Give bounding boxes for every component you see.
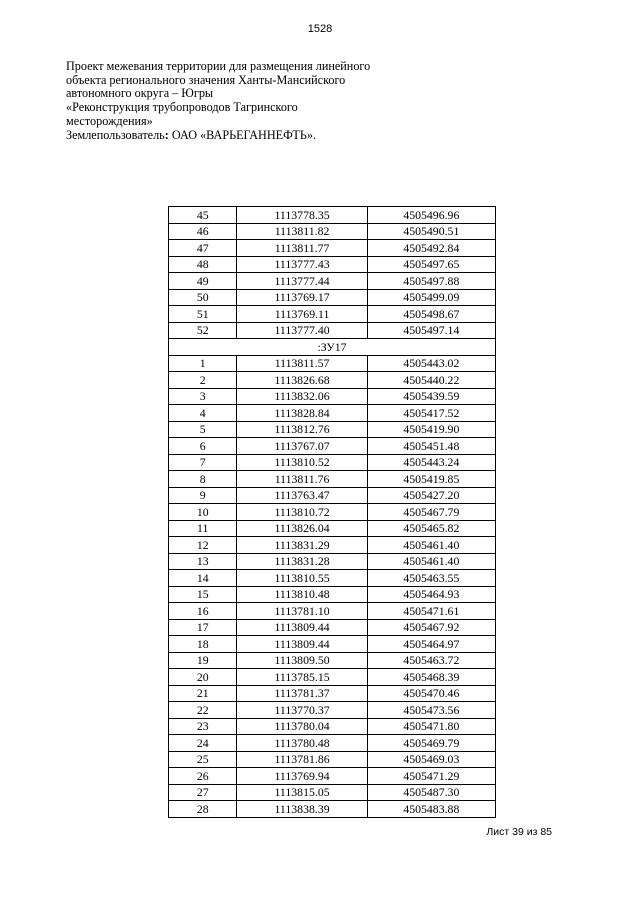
table-row <box>169 570 496 587</box>
point-number-cell: 9 <box>169 487 237 504</box>
point-number-cell: 24 <box>169 735 237 752</box>
x-coordinate-cell: 1113810.52 <box>237 454 367 471</box>
point-number-cell: 51 <box>169 306 237 323</box>
x-coordinate-cell: 1113777.43 <box>237 256 367 273</box>
x-coordinate-cell: 1113770.37 <box>237 702 367 719</box>
y-coordinate-cell: 4505470.46 <box>367 685 495 702</box>
table-row <box>169 388 496 405</box>
point-number-cell: 22 <box>169 702 237 719</box>
x-coordinate-cell: 1113810.55 <box>237 570 367 587</box>
x-coordinate-cell: 1113778.35 <box>237 207 367 224</box>
x-coordinate-cell: 1113831.28 <box>237 553 367 570</box>
x-coordinate-cell: 1113826.68 <box>237 372 367 389</box>
point-number-cell: 3 <box>169 388 237 405</box>
x-coordinate-cell: 1113781.86 <box>237 751 367 768</box>
point-number-cell: 28 <box>169 801 237 818</box>
y-coordinate-cell: 4505471.80 <box>367 718 495 735</box>
x-coordinate-cell: 1113781.37 <box>237 685 367 702</box>
table-row <box>169 553 496 570</box>
x-coordinate-cell: 1113769.17 <box>237 289 367 306</box>
y-coordinate-cell: 4505461.40 <box>367 553 495 570</box>
x-coordinate-cell: 1113838.39 <box>237 801 367 818</box>
y-coordinate-cell: 4505419.90 <box>367 421 495 438</box>
coordinates-rows-before <box>169 207 496 339</box>
table-row <box>169 471 496 488</box>
coordinates-rows-after <box>169 355 496 817</box>
y-coordinate-cell: 4505473.56 <box>367 702 495 719</box>
point-number-cell: 27 <box>169 784 237 801</box>
project-title-line-4: «Реконструкция трубопроводов Тагринского <box>66 100 298 115</box>
point-number-cell: 26 <box>169 768 237 785</box>
x-coordinate-cell: 1113832.06 <box>237 388 367 405</box>
x-coordinate-cell: 1113812.76 <box>237 421 367 438</box>
point-number-cell: 45 <box>169 207 237 224</box>
point-number-cell: 18 <box>169 636 237 653</box>
x-coordinate-cell: 1113781.10 <box>237 603 367 620</box>
x-coordinate-cell: 1113809.50 <box>237 652 367 669</box>
table-row <box>169 273 496 290</box>
table-row <box>169 256 496 273</box>
y-coordinate-cell: 4505467.92 <box>367 619 495 636</box>
y-coordinate-cell: 4505469.79 <box>367 735 495 752</box>
x-coordinate-cell: 1113809.44 <box>237 636 367 653</box>
table-row <box>169 223 496 240</box>
y-coordinate-cell: 4505487.30 <box>367 784 495 801</box>
table-row <box>169 768 496 785</box>
table-row <box>169 405 496 422</box>
table-row <box>169 685 496 702</box>
project-title-line-5: месторождения» <box>66 113 153 128</box>
project-title-line-1: Проект межевания территории для размещения линейного <box>66 59 371 73</box>
document-header <box>66 60 386 142</box>
table-row <box>169 306 496 323</box>
y-coordinate-cell: 4505463.72 <box>367 652 495 669</box>
section-row <box>169 339 496 356</box>
point-number-cell: 11 <box>169 520 237 537</box>
point-number-cell: 6 <box>169 438 237 455</box>
point-number-cell: 46 <box>169 223 237 240</box>
y-coordinate-cell: 4505451.48 <box>367 438 495 455</box>
project-title-line-3: автономного округа – Югры <box>66 86 214 101</box>
y-coordinate-cell: 4505468.39 <box>367 669 495 686</box>
x-coordinate-cell: 1113811.57 <box>237 355 367 372</box>
point-number-cell: 12 <box>169 537 237 554</box>
table-row <box>169 669 496 686</box>
x-coordinate-cell: 1113810.48 <box>237 586 367 603</box>
y-coordinate-cell: 4505497.65 <box>367 256 495 273</box>
section-row-group <box>169 339 496 356</box>
y-coordinate-cell: 4505443.24 <box>367 454 495 471</box>
x-coordinate-cell: 1113780.48 <box>237 735 367 752</box>
x-coordinate-cell: 1113763.47 <box>237 487 367 504</box>
table-row <box>169 421 496 438</box>
x-coordinate-cell: 1113810.72 <box>237 504 367 521</box>
x-coordinate-cell: 1113826.04 <box>237 520 367 537</box>
project-title-line-2: объекта регионального значения Ханты-Мансийского <box>66 72 346 87</box>
table-row <box>169 619 496 636</box>
point-number-cell: 48 <box>169 256 237 273</box>
point-number-cell: 14 <box>169 570 237 587</box>
point-number-cell: 1 <box>169 355 237 372</box>
y-coordinate-cell: 4505427.20 <box>367 487 495 504</box>
sheet-counter: Лист 39 из 85 <box>486 826 552 838</box>
table-row <box>169 504 496 521</box>
coordinates-table <box>168 206 496 818</box>
table-row <box>169 372 496 389</box>
point-number-cell: 20 <box>169 669 237 686</box>
land-user-colon: : <box>164 127 169 142</box>
y-coordinate-cell: 4505490.51 <box>367 223 495 240</box>
table-row <box>169 537 496 554</box>
y-coordinate-cell: 4505440.22 <box>367 372 495 389</box>
land-user-line <box>66 129 386 143</box>
x-coordinate-cell: 1113811.77 <box>237 240 367 257</box>
y-coordinate-cell: 4505497.14 <box>367 322 495 339</box>
table-row <box>169 784 496 801</box>
table-row <box>169 702 496 719</box>
point-number-cell: 17 <box>169 619 237 636</box>
y-coordinate-cell: 4505469.03 <box>367 751 495 768</box>
point-number-cell: 52 <box>169 322 237 339</box>
point-number-cell: 25 <box>169 751 237 768</box>
y-coordinate-cell: 4505443.02 <box>367 355 495 372</box>
y-coordinate-cell: 4505461.40 <box>367 537 495 554</box>
y-coordinate-cell: 4505464.97 <box>367 636 495 653</box>
point-number-cell: 49 <box>169 273 237 290</box>
x-coordinate-cell: 1113767.07 <box>237 438 367 455</box>
point-number-cell: 23 <box>169 718 237 735</box>
land-user-value: ОАО «ВАРЬЕГАННЕФТЬ». <box>168 127 317 142</box>
point-number-cell: 2 <box>169 372 237 389</box>
table-row <box>169 586 496 603</box>
y-coordinate-cell: 4505497.88 <box>367 273 495 290</box>
point-number-cell: 4 <box>169 405 237 422</box>
table-row <box>169 751 496 768</box>
y-coordinate-cell: 4505499.09 <box>367 289 495 306</box>
y-coordinate-cell: 4505498.67 <box>367 306 495 323</box>
point-number-cell: 8 <box>169 471 237 488</box>
y-coordinate-cell: 4505471.61 <box>367 603 495 620</box>
y-coordinate-cell: 4505464.93 <box>367 586 495 603</box>
point-number-cell: 7 <box>169 454 237 471</box>
x-coordinate-cell: 1113809.44 <box>237 619 367 636</box>
point-number-cell: 16 <box>169 603 237 620</box>
y-coordinate-cell: 4505492.84 <box>367 240 495 257</box>
x-coordinate-cell: 1113785.15 <box>237 669 367 686</box>
table-row <box>169 801 496 818</box>
point-number-cell: 10 <box>169 504 237 521</box>
table-row <box>169 289 496 306</box>
table-row <box>169 322 496 339</box>
x-coordinate-cell: 1113777.44 <box>237 273 367 290</box>
x-coordinate-cell: 1113769.11 <box>237 306 367 323</box>
x-coordinate-cell: 1113811.82 <box>237 223 367 240</box>
table-row <box>169 454 496 471</box>
point-number-cell: 5 <box>169 421 237 438</box>
y-coordinate-cell: 4505471.29 <box>367 768 495 785</box>
x-coordinate-cell: 1113811.76 <box>237 471 367 488</box>
y-coordinate-cell: 4505483.88 <box>367 801 495 818</box>
y-coordinate-cell: 4505439.59 <box>367 388 495 405</box>
table-row <box>169 520 496 537</box>
page-number: 1528 <box>307 23 333 35</box>
table-row <box>169 487 496 504</box>
table-row <box>169 603 496 620</box>
land-user-label: Землепользователь <box>66 127 165 142</box>
table-row <box>169 735 496 752</box>
table-row <box>169 207 496 224</box>
table-row <box>169 718 496 735</box>
x-coordinate-cell: 1113777.40 <box>237 322 367 339</box>
x-coordinate-cell: 1113831.29 <box>237 537 367 554</box>
x-coordinate-cell: 1113828.84 <box>237 405 367 422</box>
point-number-cell: 13 <box>169 553 237 570</box>
table-row <box>169 355 496 372</box>
table-row <box>169 240 496 257</box>
point-number-cell: 50 <box>169 289 237 306</box>
table-row <box>169 652 496 669</box>
x-coordinate-cell: 1113815.05 <box>237 784 367 801</box>
y-coordinate-cell: 4505496.96 <box>367 207 495 224</box>
y-coordinate-cell: 4505463.55 <box>367 570 495 587</box>
y-coordinate-cell: 4505467.79 <box>367 504 495 521</box>
point-number-cell: 15 <box>169 586 237 603</box>
point-number-cell: 47 <box>169 240 237 257</box>
y-coordinate-cell: 4505419.85 <box>367 471 495 488</box>
table-row <box>169 438 496 455</box>
y-coordinate-cell: 4505417.52 <box>367 405 495 422</box>
x-coordinate-cell: 1113769.94 <box>237 768 367 785</box>
point-number-cell: 21 <box>169 685 237 702</box>
table-row <box>169 636 496 653</box>
point-number-cell: 19 <box>169 652 237 669</box>
x-coordinate-cell: 1113780.04 <box>237 718 367 735</box>
y-coordinate-cell: 4505465.82 <box>367 520 495 537</box>
section-label: :ЗУ17 <box>169 339 496 356</box>
